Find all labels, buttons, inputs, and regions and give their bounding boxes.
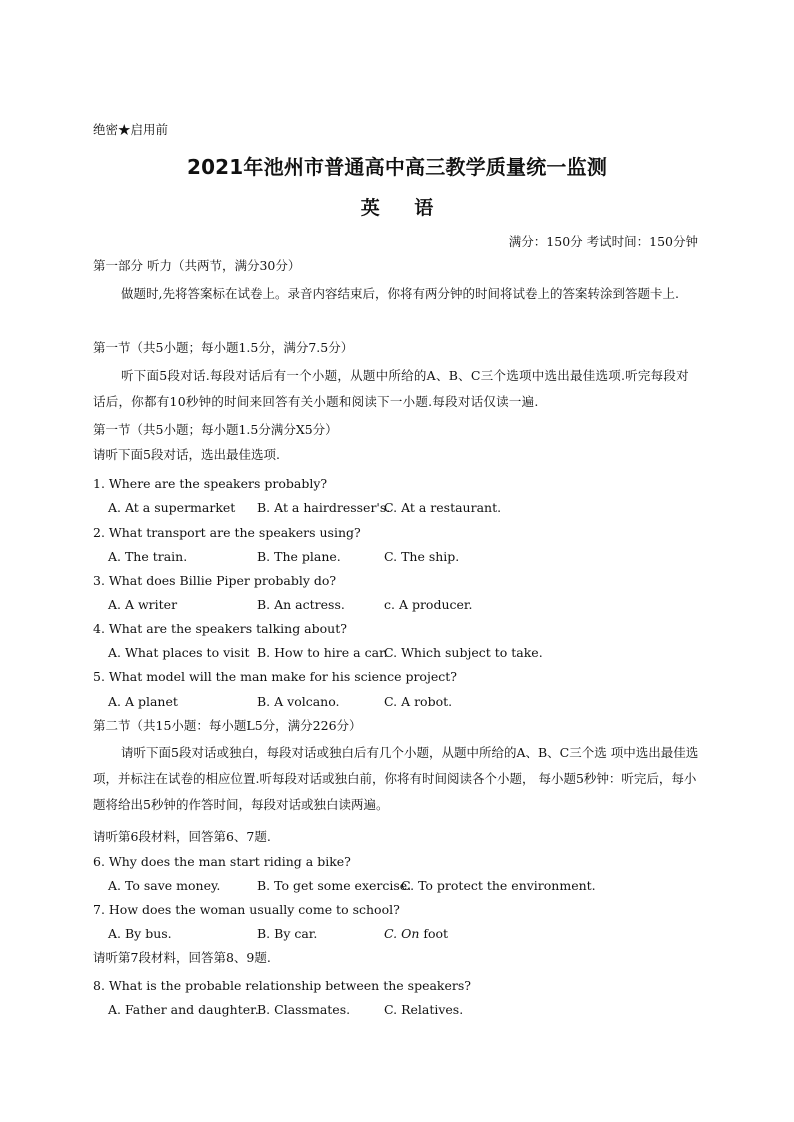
- exam-title: 2021年池州市普通高中高三教学质量统一监测: [186, 155, 608, 179]
- option-b: B. Classmates.: [257, 1002, 351, 1017]
- question-stem: 3. What does Billie Piper probably do?: [93, 573, 337, 588]
- material-7-prompt: 请听第7段材料，回答第8、9题.: [93, 950, 271, 965]
- option-b: B. A volcano.: [257, 694, 340, 709]
- option-a: A. At a supermarket: [108, 500, 236, 515]
- option-b: B. The plane.: [257, 549, 341, 564]
- option-c: C. Which subject to take.: [384, 645, 543, 660]
- option-b: B. An actress.: [257, 597, 345, 612]
- option-c-italic: C. On: [384, 926, 420, 941]
- option-a: A. To save money.: [108, 878, 221, 893]
- question-stem: 8. What is the probable relationship between the speakers?: [93, 978, 471, 993]
- option-c: c. A producer.: [384, 597, 473, 612]
- question-stem: 2. What transport are the speakers using?: [93, 525, 361, 540]
- section1-instruction: 听下面5段对话.每段对话后有一个小题，从题中所给的A、B、C三个选项中选出最佳选项.听完每段对话后，你都有10秒钟的时间来回答有关小题和阅读下一小题.每段对话仅读一遍.: [93, 368, 689, 409]
- option-a: A. A writer: [108, 597, 178, 612]
- option-b: B. At a hairdresser's.: [257, 500, 391, 515]
- option-b: B. By car.: [257, 926, 318, 941]
- option-a: A. A planet: [108, 694, 178, 709]
- option-b: B. To get some exercise.: [257, 878, 412, 893]
- option-c: C. The ship.: [384, 549, 460, 564]
- option-a: A. Father and daughter.: [108, 1002, 259, 1017]
- option-c-rest: foot: [419, 926, 449, 941]
- option-c: C. Relatives.: [384, 1002, 464, 1017]
- section2-heading: 第二节（共15小题：每小题L5分，满分226分）: [93, 718, 362, 733]
- option-c: C. A robot.: [384, 694, 453, 709]
- confidential-label: 绝密★启用前: [93, 122, 169, 137]
- score-time-info: 满分：150分 考试时间：150分钟: [508, 234, 698, 249]
- option-b: B. How to hire a car.: [257, 645, 388, 660]
- material-6-prompt: 请听第6段材料，回答第6、7题.: [93, 829, 271, 844]
- option-a: A. What places to visit: [108, 645, 250, 660]
- section1-prompt: 请听下面5段对话，选出最佳选项.: [93, 447, 280, 462]
- section1-heading-repeat: 第一节（共5小题；每小题1.5分满分X5分）: [93, 422, 338, 437]
- part1-heading: 第一部分 听力（共两节，满分30分）: [93, 258, 301, 273]
- option-c: C. At a restaurant.: [384, 500, 502, 515]
- option-a: A. The train.: [108, 549, 188, 564]
- section2-instruction: 请听下面5段对话或独白，每段对话或独白后有几个小题，从题中所给的A、B、C三个选 项中选出最佳选项，并标注在试卷的相应位置.听每段对话或独白前，你将有时间阅读各个小题， 每小题5秒钟：听完后，每小题将给出5秒钟的作答时间，每段对话或独白读两遍。: [93, 745, 699, 812]
- question-stem: 7. How does the woman usually come to school?: [93, 902, 400, 917]
- question-stem: 5. What model will the man make for his science project?: [93, 669, 457, 684]
- question-stem: 4. What are the speakers talking about?: [93, 621, 347, 636]
- question-stem: 1. Where are the speakers probably?: [93, 476, 328, 491]
- option-a: A. By bus.: [108, 926, 172, 941]
- part1-instruction: 做题时,先将答案标在试卷上。录音内容结束后，你将有两分钟的时间将试卷上的答案转涂到答题卡上.: [121, 286, 679, 301]
- option-c: C. To protect the environment.: [401, 878, 596, 893]
- option-c: [384, 926, 448, 942]
- section1-heading: 第一节（共5小题；每小题1.5分，满分7.5分）: [93, 340, 354, 355]
- subject-title: 英 语: [360, 197, 448, 219]
- question-stem: 6. Why does the man start riding a bike?: [93, 854, 351, 869]
